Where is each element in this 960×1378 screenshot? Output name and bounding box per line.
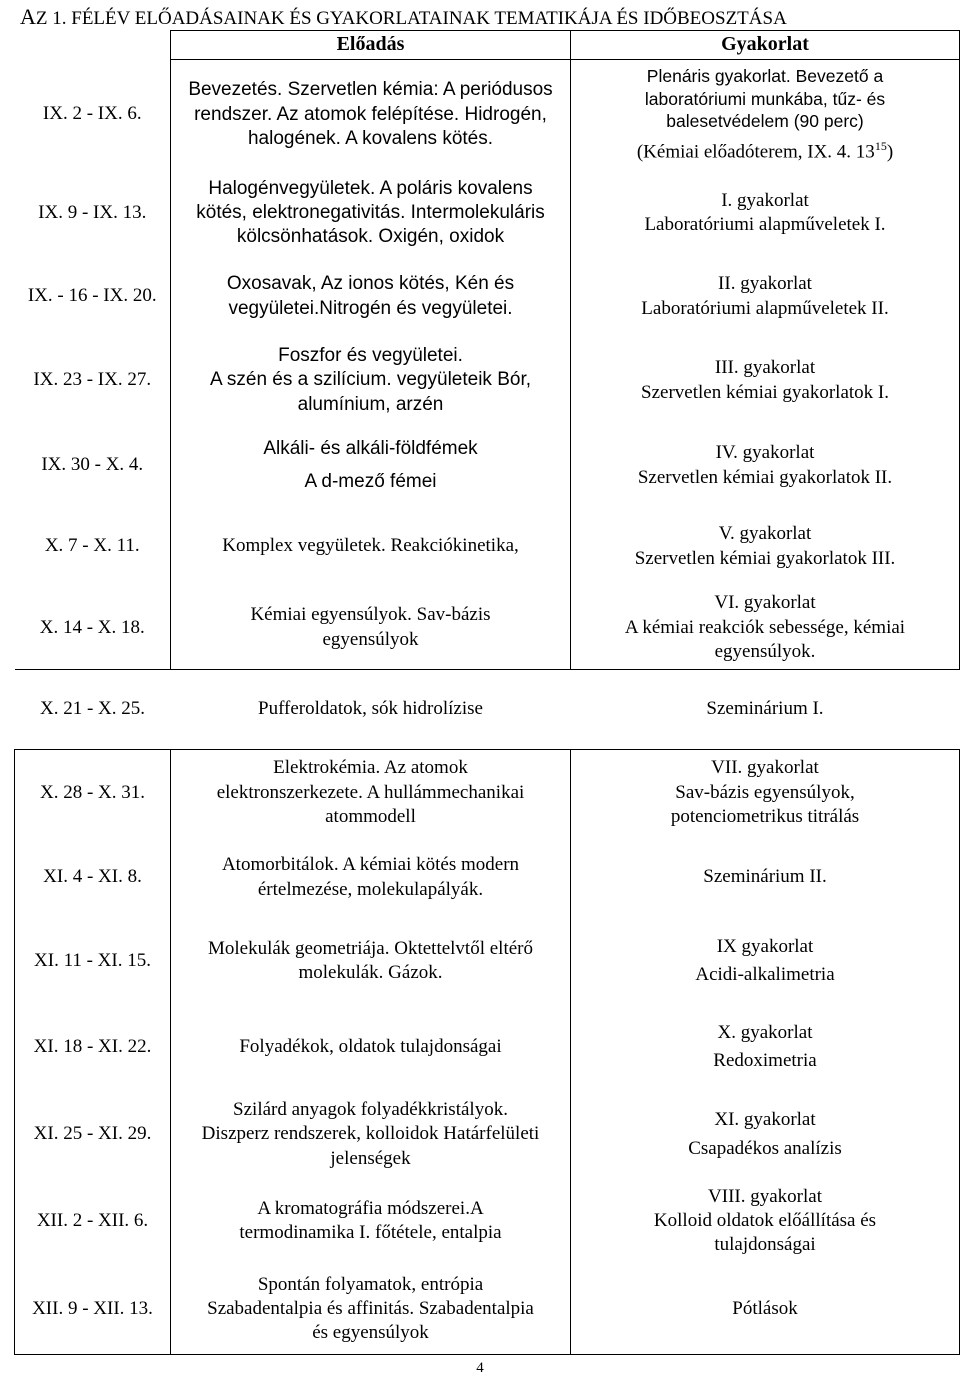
lecture-line: jelenségek: [330, 1147, 411, 1169]
practice-line: Sav-bázis egyensúlyok,: [675, 781, 855, 803]
lecture-line: egyensúlyok: [322, 628, 419, 650]
practice-line: II. gyakorlat: [718, 273, 812, 295]
practice-line: tulajdonságai: [714, 1234, 816, 1256]
table-row: [15, 257, 960, 337]
lecture-line: Atomorbitálok. A kémiai kötés modern: [221, 854, 520, 876]
practice-line: egyensúlyok.: [714, 640, 816, 662]
date-cell: XII. 2 - XII. 6.: [15, 1178, 171, 1265]
date-cell: XII. 9 - XII. 13.: [15, 1265, 171, 1355]
lecture-cell: [171, 507, 571, 587]
lecture-line: Komplex vegyületek. Reakciókinetika,: [222, 535, 519, 557]
practice-line: VI. gyakorlat: [714, 592, 816, 614]
date-cell: X. 28 - X. 31.: [15, 750, 171, 836]
page-title: [20, 4, 787, 30]
table-row: [15, 1265, 960, 1355]
practice-line: Szervetlen kémiai gyakorlatok II.: [637, 466, 893, 488]
page-number: 4: [476, 1360, 484, 1376]
practice-cell: [571, 1092, 960, 1178]
lecture-line: és egyensúlyok: [312, 1322, 429, 1344]
practice-line: III. gyakorlat: [714, 357, 816, 379]
lecture-line: Szilárd anyagok folyadékkristályok.: [233, 1099, 508, 1121]
title-prefix: A: [20, 4, 36, 29]
lecture-line: Bevezetés. Szervetlen kémia: A periódusos: [188, 79, 553, 101]
practice-line: Szervetlen kémiai gyakorlatok I.: [641, 381, 889, 403]
lecture-line: Foszfor és vegyületei.: [278, 345, 463, 367]
date-cell: IX. - 16 - IX. 20.: [27, 285, 157, 307]
practice-line: V. gyakorlat: [718, 523, 812, 545]
lecture-line: Oxosavak, Az ionos kötés, Kén és: [226, 273, 515, 295]
lecture-cell: [171, 587, 571, 670]
lecture-cell: [171, 337, 571, 425]
lecture-cell: [171, 425, 571, 507]
lecture-line: Alkáli- és alkáli-földfémek: [263, 438, 478, 460]
practice-cell: [571, 170, 960, 257]
lecture-line: A d-mező fémei: [304, 470, 437, 492]
date-cell: X. 14 - X. 18.: [15, 587, 171, 670]
practice-line: VIII. gyakorlat: [708, 1185, 822, 1207]
lecture-line: molekulák. Gázok.: [298, 962, 443, 983]
date-cell: IX. 30 - X. 4.: [41, 454, 144, 476]
practice-line: I. gyakorlat: [721, 189, 809, 211]
practice-line: XI. gyakorlat: [714, 1109, 816, 1131]
practice-line: Redoximetria: [713, 1050, 817, 1071]
lecture-cell: [171, 1265, 571, 1355]
lecture-line: rendszer. Az atomok felépítése. Hidrogén,: [194, 103, 547, 125]
lecture-line: Pufferoldatok, sók hidrolízise: [258, 698, 483, 720]
practice-line: Szeminárium I.: [706, 698, 824, 720]
date-header: [15, 31, 171, 60]
practice-line: Laboratóriumi alapműveletek II.: [641, 297, 889, 319]
practice-cell: [571, 1265, 960, 1355]
lecture-line: Szabadentalpia és affinitás. Szabadentalpia: [207, 1298, 534, 1320]
lecture-line: Molekulák geometriája. Oktettelvtől eltérő: [207, 937, 533, 959]
table-row: [15, 170, 960, 257]
date-cell: X. 21 - X. 25.: [39, 698, 146, 720]
practice-line: potenciometrikus titrálás: [670, 805, 860, 827]
table-row: [15, 425, 960, 507]
lecture-line: Spontán folyamatok, entrópia: [257, 1273, 484, 1295]
date-cell: IX. 2 - IX. 6.: [42, 103, 142, 125]
lecture-header: Előadás: [171, 31, 571, 60]
table-row: [15, 1178, 960, 1265]
lecture-line: elektronszerkezete. A hullámmechanikai: [216, 781, 525, 803]
lecture-line: A kromatográfia módszerei.A: [257, 1197, 484, 1219]
date-cell: IX. 23 - IX. 27.: [33, 369, 152, 391]
practice-cell: [571, 257, 960, 337]
practice-line: Szervetlen kémiai gyakorlatok III.: [634, 547, 896, 569]
table-row: [15, 836, 960, 920]
lecture-line: értelmezése, molekulapályák.: [257, 878, 484, 900]
table-row: [15, 920, 960, 1003]
lecture-line: Folyadékok, oldatok tulajdonságai: [239, 1035, 502, 1057]
lecture-line: Halogénvegyületek. A poláris kovalens: [208, 177, 533, 199]
practice-cell: [571, 1178, 960, 1265]
practice-line: Laboratóriumi alapműveletek I.: [644, 214, 886, 235]
date-cell: X. 7 - X. 11.: [44, 535, 140, 557]
schedule-table: [14, 30, 960, 1355]
practice-cell: [571, 1003, 960, 1092]
practice-line: Pótlások: [732, 1298, 798, 1320]
lecture-line: alumínium, arzén: [297, 393, 444, 415]
lecture-cell: [171, 920, 571, 1003]
practice-cell: [571, 425, 960, 507]
table-row: [15, 1003, 960, 1092]
table-row: [15, 670, 960, 750]
lecture-line: atommodell: [325, 805, 416, 827]
practice-cell: [571, 60, 960, 170]
practice-location: (Kémiai előadóterem, IX. 4. $13^{15}$): [636, 138, 894, 162]
practice-line: Plenáris gyakorlat. Bevezető a: [646, 66, 884, 87]
practice-line: VII. gyakorlat: [711, 757, 819, 779]
practice-cell: [571, 507, 960, 587]
table-row: [15, 337, 960, 425]
practice-line: Szeminárium II.: [703, 866, 827, 888]
practice-cell: [571, 587, 960, 670]
date-cell: XI. 4 - XI. 8.: [15, 836, 171, 920]
practice-line: Kolloid oldatok előállítása és: [653, 1209, 877, 1231]
lecture-line: halogének. A kovalens kötés.: [247, 127, 494, 149]
lecture-cell: [171, 1003, 571, 1092]
practice-line: Acidi-alkalimetria: [695, 964, 835, 985]
table-row: [15, 60, 960, 170]
date-cell: XI. 11 - XI. 15.: [15, 920, 171, 1003]
lecture-cell: [171, 60, 571, 170]
lecture-cell: [171, 670, 571, 750]
practice-line: IV. gyakorlat: [715, 442, 815, 464]
practice-header: Gyakorlat: [571, 31, 960, 60]
practice-cell: [571, 920, 960, 1003]
lecture-cell: [171, 1092, 571, 1178]
practice-cell: [571, 750, 960, 836]
lecture-cell: [171, 170, 571, 257]
lecture-cell: [171, 836, 571, 920]
date-cell: XI. 25 - XI. 29.: [15, 1092, 171, 1178]
practice-cell: [571, 836, 960, 920]
table-row: [15, 587, 960, 670]
title-rest: Z 1. FÉLÉV ELŐADÁSAINAK ÉS GYAKORLATAINAK TEMATIKÁJA ÉS IDŐBEOSZTÁSA: [35, 8, 787, 29]
practice-line: IX gyakorlat: [716, 935, 814, 957]
practice-cell: [571, 337, 960, 425]
table-row: [15, 507, 960, 587]
practice-cell: [571, 670, 960, 750]
date-cell: XI. 18 - XI. 22.: [15, 1003, 171, 1092]
lecture-cell: [171, 257, 571, 337]
header-row: [15, 31, 960, 60]
practice-line: X. gyakorlat: [717, 1021, 813, 1043]
lecture-line: Elektrokémia. Az atomok: [273, 757, 468, 779]
lecture-line: kötés, elektronegativitás. Intermolekuláris: [196, 201, 545, 223]
lecture-line: Kémiai egyensúlyok. Sav-bázis: [250, 604, 491, 626]
practice-line: balesetvédelem (90 perc): [666, 111, 864, 132]
lecture-line: vegyületei.Nitrogén és vegyületei.: [228, 297, 513, 319]
lecture-cell: [171, 750, 571, 836]
table-row: [15, 750, 960, 836]
lecture-line: Diszperz rendszerek, kolloidok Határfelületi: [201, 1123, 540, 1145]
lecture-line: kölcsönhatások. Oxigén, oxidok: [236, 226, 505, 248]
lecture-line: A szén és a szilícium. vegyületeik Bór,: [209, 369, 532, 391]
lecture-line: termodinamika I. főtétele, entalpia: [239, 1222, 502, 1243]
table-row: [15, 1092, 960, 1178]
practice-line: laboratóriumi munkába, tűz- és: [644, 88, 886, 109]
practice-line: Csapadékos analízis: [688, 1137, 842, 1159]
lecture-cell: [171, 1178, 571, 1265]
date-cell: IX. 9 - IX. 13.: [38, 201, 147, 223]
practice-line: A kémiai reakciók sebessége, kémiai: [624, 616, 906, 638]
